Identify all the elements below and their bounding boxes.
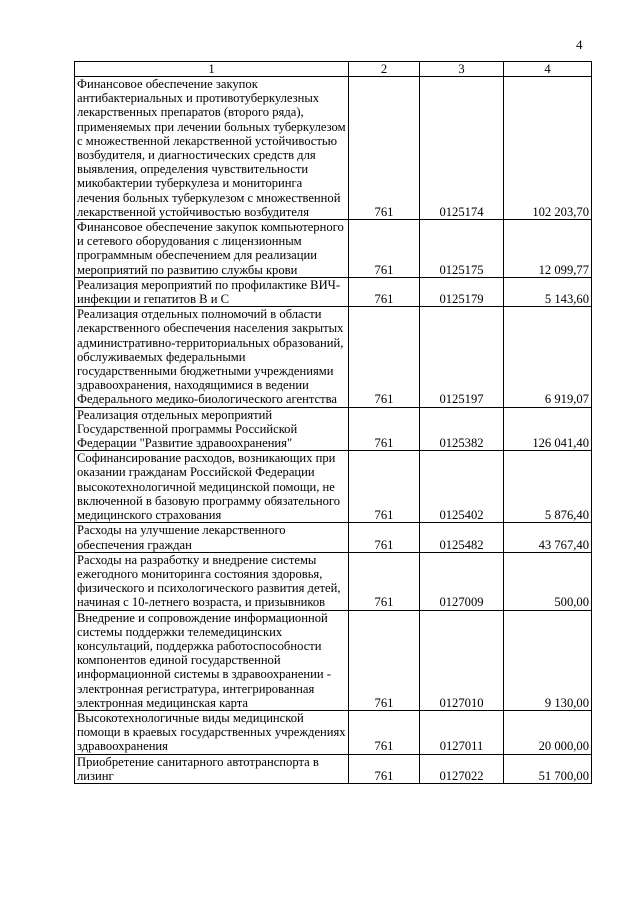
page-number: 4 [576,37,583,52]
row-amount: 43 767,40 [504,523,592,552]
table-row [75,220,592,278]
row-name: Реализация отдельных полномочий в области лекарственного обеспечения населения закрытых административно-территориальных образований, обслуживаемых федеральными государственными бюджетными учреждениями здравоохранения, находящимися в ведении Федерального медико-биологического агентства [75,307,349,407]
row-article: 0125179 [420,277,504,306]
row-name: Высокотехнологичные виды медицинской помощи в краевых государственных учреждениях здравоохранения [75,710,349,754]
row-code: 761 [349,552,420,610]
row-name: Приобретение санитарного автотранспорта в лизинг [75,754,349,783]
row-amount: 5 876,40 [504,451,592,523]
row-name: Внедрение и сопровождение информационной системы поддержки телемедицинских консультаций, поддержка работоспособности компонентов единой государственной информационной системы в здравоохранении - электронная регистратура, интегрированная электронная медицинская карта [75,610,349,710]
column-header-1: 1 [75,62,349,77]
row-name: Реализация отдельных мероприятий Государственной программы Российской Федерации "Развитие здравоохранения" [75,407,349,451]
row-article: 0125174 [420,77,504,220]
table-row [75,523,592,552]
column-header-4: 4 [504,62,592,77]
row-code: 761 [349,710,420,754]
row-article: 0125175 [420,220,504,278]
row-article: 0127009 [420,552,504,610]
row-article: 0125402 [420,451,504,523]
row-code: 761 [349,610,420,710]
row-name: Реализация мероприятий по профилактике ВИЧ-инфекции и гепатитов B и C [75,277,349,306]
row-amount: 51 700,00 [504,754,592,783]
row-code: 761 [349,77,420,220]
table-row [75,307,592,407]
table-row [75,552,592,610]
row-article: 0125197 [420,307,504,407]
table-header-row [75,62,592,77]
table-row [75,710,592,754]
row-name: Расходы на разработку и внедрение системы ежегодного мониторинга состояния здоровья, физического и психологического развития детей, начиная с 10-летнего возраста, и призывников [75,552,349,610]
row-name: Софинансирование расходов, возникающих при оказании гражданам Российской Федерации высокотехнологичной медицинской помощи, не включенной в базовую программу обязательного медицинского страхования [75,451,349,523]
row-article: 0127011 [420,710,504,754]
row-code: 761 [349,451,420,523]
row-amount: 6 919,07 [504,307,592,407]
row-amount: 9 130,00 [504,610,592,710]
row-article: 0127022 [420,754,504,783]
row-code: 761 [349,407,420,451]
table-row [75,277,592,306]
row-amount: 20 000,00 [504,710,592,754]
table-row [75,451,592,523]
row-amount: 126 041,40 [504,407,592,451]
row-code: 761 [349,754,420,783]
row-amount: 500,00 [504,552,592,610]
row-article: 0125382 [420,407,504,451]
row-article: 0125482 [420,523,504,552]
row-code: 761 [349,220,420,278]
table-row [75,610,592,710]
row-code: 761 [349,523,420,552]
row-code: 761 [349,307,420,407]
row-name: Финансовое обеспечение закупок компьютерного и сетевого оборудования с лицензионным программным обеспечением для реализации мероприятий по развитию службы крови [75,220,349,278]
row-name: Финансовое обеспечение закупок антибактериальных и противотуберкулезных лекарственных препаратов (второго ряда), применяемых при лечении больных туберкулезом с множественной лекарственной устойчивостью возбудителя, и диагностических средств для выявления, определения чувствительности микобактерии туберкулеза и мониторинга лечения больных туберкулезом с множественной лекарственной устойчивостью возбудителя [75,77,349,220]
table-row [75,407,592,451]
column-header-2: 2 [349,62,420,77]
row-amount: 102 203,70 [504,77,592,220]
row-name: Расходы на улучшение лекарственного обеспечения граждан [75,523,349,552]
row-amount: 12 099,77 [504,220,592,278]
budget-table [74,61,592,784]
table-row [75,77,592,220]
row-article: 0127010 [420,610,504,710]
row-code: 761 [349,277,420,306]
row-amount: 5 143,60 [504,277,592,306]
table-row [75,754,592,783]
column-header-3: 3 [420,62,504,77]
